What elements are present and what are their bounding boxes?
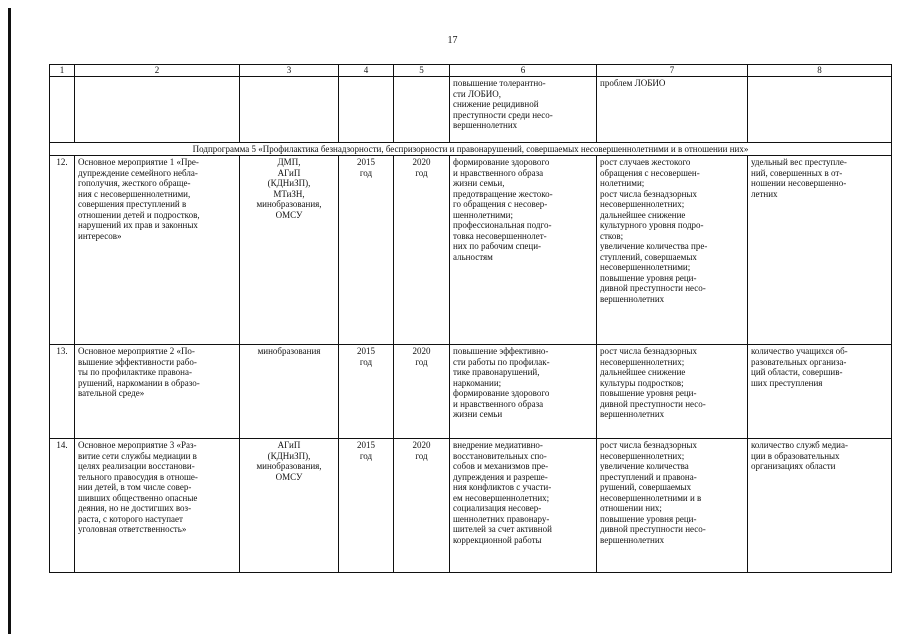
subprogram-row	[50, 143, 892, 156]
cell-start-year: 2015 год	[339, 345, 394, 439]
cell-measure-name: Основное мероприятие 2 «По- вышение эффективности рабо- ты по профилактике правона- рушений, наркомании в образо- вательной среде»	[75, 345, 240, 439]
column-number: 6	[450, 65, 597, 77]
cell-start-year: 2015 год	[339, 439, 394, 573]
cell-empty	[748, 77, 892, 143]
column-number: 3	[240, 65, 339, 77]
cell-consequence: рост случаев жестокого обращения с несовершен- нолетними; рост числа безнадзорных несовершеннолетних; дальнейшее снижение культурного уровня подро- стков; увеличение количества пре- ступлений, совершаемых несовершеннолетними; повышение уровня реци- дивной преступности несо- вершеннолетних	[597, 156, 748, 345]
cell-expected-result: повышение эффективно- сти работы по профилак- тике правонарушений, наркомании; формирование здорового и нравственного образа жизни семьи	[450, 345, 597, 439]
cell-end-year: 2020 год	[394, 439, 450, 573]
cell-measure-name: Основное мероприятие 3 «Раз- витие сети службы медиации в целях реализации восстанови- тельного правосудия в отноше- нии детей, в том числе совер- шивших общественно опасные деяния, но не достигших воз- раста, с которого наступает уголовная ответственность»	[75, 439, 240, 573]
table-row	[50, 345, 892, 439]
column-number: 8	[748, 65, 892, 77]
cell-consequence: проблем ЛОБИО	[597, 77, 748, 143]
cell-expected-result: повышение толерантно- сти ЛОБИО, снижение рецидивной преступности среди несо- вершеннолетних	[450, 77, 597, 143]
cell-empty	[394, 77, 450, 143]
cell-end-year: 2020 год	[394, 345, 450, 439]
cell-indicator: удельный вес преступле- ний, совершенных в от- ношении несовершенно- летних	[748, 156, 892, 345]
cell-indicator: количество служб медиа- ции в образовательных организациях области	[748, 439, 892, 573]
cell-measure-name: Основное мероприятие 1 «Пре- дупреждение семейного небла- гополучия, жесткого обраще- ния с несовершеннолетними, совершения преступлений в отношении детей и подростков, нарушений их прав и законных интересов»	[75, 156, 240, 345]
cell-empty	[240, 77, 339, 143]
continuation-row	[50, 77, 892, 143]
cell-row-number: 12.	[50, 156, 75, 345]
subprogram-title: Подпрограмма 5 «Профилактика безнадзорности, беспризорности и правонарушений, совершаемых несовершеннолетними и в отношении них»	[50, 143, 892, 156]
cell-consequence: рост числа безнадзорных несовершеннолетних; дальнейшее снижение культуры подростков; повышение уровня реци- дивной преступности несо- вершеннолетних	[597, 345, 748, 439]
cell-row-number: 14.	[50, 439, 75, 573]
page-number: 17	[447, 35, 458, 46]
cell-row-number: 13.	[50, 345, 75, 439]
column-number: 7	[597, 65, 748, 77]
cell-empty	[339, 77, 394, 143]
page-binding-edge	[8, 8, 11, 634]
cell-empty	[75, 77, 240, 143]
cell-end-year: 2020 год	[394, 156, 450, 345]
cell-executor: ДМП, АГиП (КДНиЗП), МТиЗН, минобразования, ОМСУ	[240, 156, 339, 345]
cell-start-year: 2015 год	[339, 156, 394, 345]
cell-executor: АГиП (КДНиЗП), минобразования, ОМСУ	[240, 439, 339, 573]
column-number: 4	[339, 65, 394, 77]
cell-consequence: рост числа безнадзорных несовершеннолетних; увеличение количества преступлений и правона- рушений, совершаемых несовершеннолетними и в отношении них; повышение уровня реци- дивной преступности несо- вершеннолетних	[597, 439, 748, 573]
table-row	[50, 439, 892, 573]
cell-executor: минобразования	[240, 345, 339, 439]
cell-expected-result: формирование здорового и нравственного образа жизни семьи, предотвращение жестоко- го обращения с несовер- шеннолетними; профессиональная подго- товка несовершеннолет- них по рабочим специ- альностям	[450, 156, 597, 345]
cell-expected-result: внедрение медиативно- восстановительных спо- собов и механизмов пре- дупреждения и разреше- ния конфликтов с участи- ем несовершеннолетних; социализация несовер- шеннолетних правонару- шителей за счет активной коррекционной работы	[450, 439, 597, 573]
column-number: 2	[75, 65, 240, 77]
column-number: 1	[50, 65, 75, 77]
program-table	[49, 64, 892, 573]
table-row	[50, 156, 892, 345]
cell-empty	[50, 77, 75, 143]
column-number-row	[50, 65, 892, 77]
cell-indicator: количество учащихся об- разовательных организа- ций области, совершив- ших преступления	[748, 345, 892, 439]
column-number: 5	[394, 65, 450, 77]
